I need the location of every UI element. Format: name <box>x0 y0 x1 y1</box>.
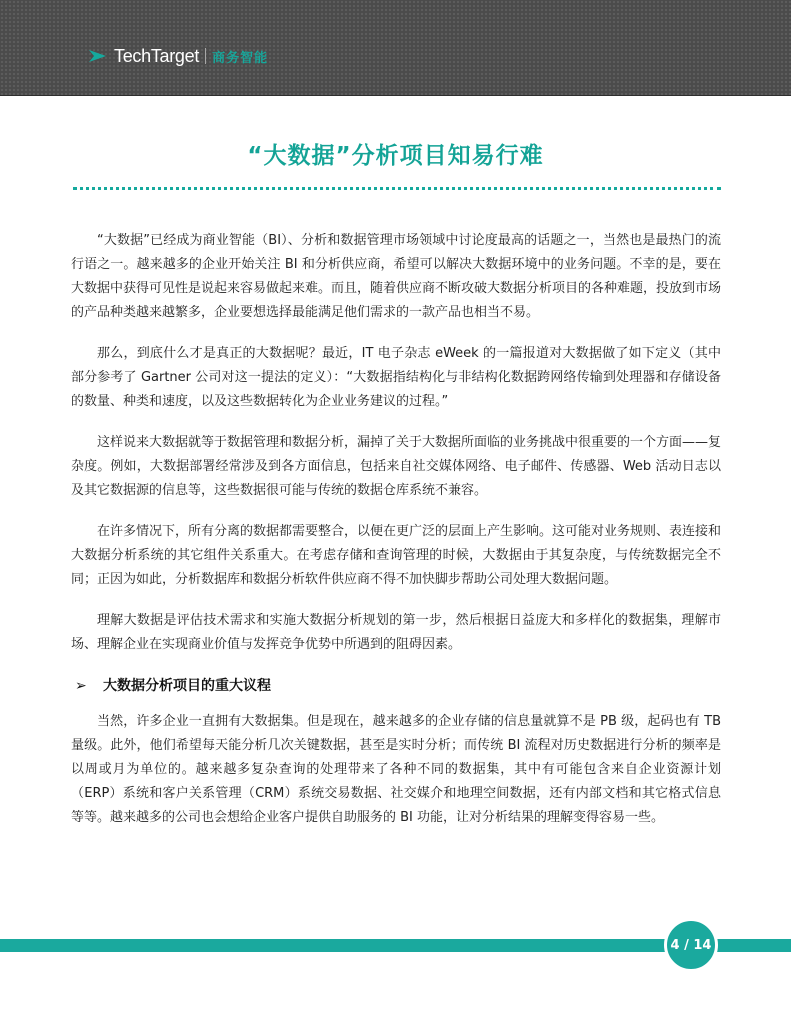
page-title: “大数据”分析项目知易行难 <box>247 143 544 169</box>
section-heading-text: 大数据分析项目的重大议程 <box>103 678 271 694</box>
logo-brand-text: TechTarget <box>114 45 200 66</box>
section-heading <box>75 674 721 698</box>
arrow-bullet-icon: ➢ <box>75 678 87 694</box>
logo-divider <box>205 48 206 64</box>
paragraph: 理解大数据是评估技术需求和实施大数据分析规划的第一步，然后根据日益庞大和多样化的数据集，理解市场、理解企业在实现商业价值与发挥竞争优势中所遇到的阻碍因素。 <box>71 613 721 652</box>
paragraph: 当然，许多企业一直拥有大数据集。但是现在，越来越多的企业存储的信息量就算不是 PB 级，起码也有 TB 量级。此外，他们希望每天能分析几次关键数据，甚至是实时分析；而传统 BI 流程对历史数据进行分析的频率是以周或月为单位的。越来越多复杂查询的处理带来了各种不同的数据集，其中有可能包含来自企业资源计划（ERP）系统和客户关系管理（CRM）系统交易数据、社交媒介和地理空间数据，还有内部文档和其它格式信息等等。越来越多的公司也会想给企业客户提供自助服务的 BI 功能，让对分析结果的理解变得容易一些。 <box>71 714 721 825</box>
article-body <box>71 229 721 847</box>
paragraph: 在许多情况下，所有分离的数据都需要整合，以便在更广泛的层面上产生影响。这可能对业务规则、表连接和大数据分析系统的其它组件关系重大。在考虑存储和查询管理的时候，大数据由于其复杂度，与传统数据完全不同；正因为如此，分析数据库和数据分析软件供应商不得不加快脚步帮助公司处理大数据问题。 <box>71 524 722 587</box>
techtarget-logo[interactable] <box>88 44 268 68</box>
logo-section-text: 商务智能 <box>212 50 269 66</box>
header-banner <box>0 0 791 95</box>
paragraph: “大数据”已经成为商业智能（BI）、分析和数据管理市场领域中讨论度最高的话题之一，当然也是最热门的流行语之一。越来越多的企业开始关注 BI 和分析供应商，希望可以解决大数据环境中的业务问题。不幸的是，要在大数据中获得可见性是说起来容易做起来难。而且，随着供应商不断攻破大数据分析项目的各种难题，投放到市场的产品种类越来越繁多，企业要想选择最能满足他们需求的一款产品也相当不易。 <box>71 233 722 320</box>
title-dotted-rule <box>73 187 721 190</box>
paragraph: 那么，到底什么才是真正的大数据呢？最近，IT 电子杂志 eWeek 的一篇报道对大数据做了如下定义（其中部分参考了 Gartner 公司对这一提法的定义）：“大数据指结构化与非结构化数据跨网络传输到处理器和存储设备的数量、种类和速度，以及这些数据转化为企业业务建议的过程。” <box>71 346 721 409</box>
page-number-badge <box>664 918 718 972</box>
logo-arrow-icon <box>88 49 108 63</box>
page-number: 4 / 14 <box>670 937 712 953</box>
paragraph: 这样说来大数据就等于数据管理和数据分析，漏掉了关于大数据所面临的业务挑战中很重要的一个方面——复杂度。例如，大数据部署经常涉及到各方面信息，包括来自社交媒体网络、电子邮件、传感器、Web 活动日志以及其它数据源的信息等，这些数据很可能与传统的数据仓库系统不兼容。 <box>71 435 722 498</box>
header-divider <box>0 95 791 96</box>
